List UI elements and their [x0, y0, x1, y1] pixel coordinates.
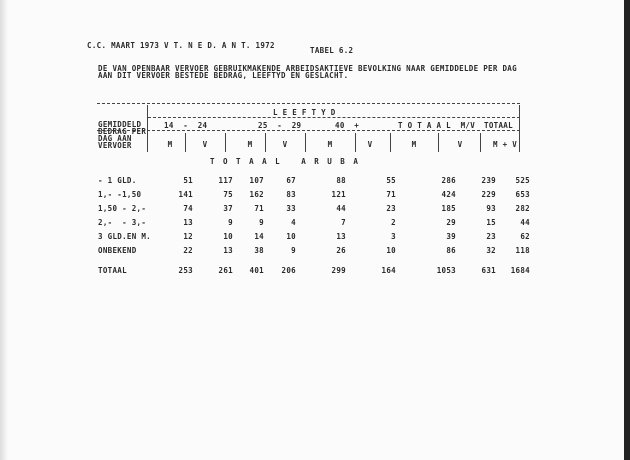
cell-value: 14: [254, 232, 264, 241]
description-line-2: AAN DIT VERVOER BESTEDE BEDRAG, LEEFTYD EN GESLACHT.: [98, 71, 349, 80]
cell-value: 7: [341, 218, 346, 227]
row-label: TOTAAL: [98, 266, 127, 275]
cell-value: 32: [486, 246, 496, 255]
cell-value: 631: [481, 266, 496, 275]
row-label: 2,- - 3,-: [98, 218, 147, 227]
cell-value: 206: [281, 266, 296, 275]
cell-value: 4: [291, 218, 296, 227]
cell-value: 13: [223, 246, 233, 255]
row-label: ONBEKEND: [98, 246, 137, 255]
cell-value: 10: [386, 246, 396, 255]
col-divider: [147, 105, 148, 152]
rule-top: [97, 103, 520, 104]
cell-value: 286: [441, 176, 456, 185]
cell-value: 9: [259, 218, 264, 227]
cell-value: 44: [336, 204, 346, 213]
sub-header: M: [167, 140, 173, 149]
sub-header: V: [202, 140, 208, 149]
cell-value: 33: [286, 204, 296, 213]
cell-value: 185: [441, 204, 456, 213]
cell-value: 12: [183, 232, 193, 241]
sub-header: M: [327, 140, 333, 149]
cell-value: 74: [183, 204, 193, 213]
sub-header: V: [282, 140, 288, 149]
cell-value: 299: [331, 266, 346, 275]
cell-value: 39: [446, 232, 456, 241]
cell-value: 261: [218, 266, 233, 275]
cell-value: 653: [515, 190, 530, 199]
rule-group: [148, 117, 520, 118]
cell-value: 117: [218, 176, 233, 185]
rule-sub: [97, 130, 520, 131]
row-label: 1,50 - 2,-: [98, 204, 147, 213]
sub-header: V: [457, 140, 463, 149]
cell-value: 83: [286, 190, 296, 199]
cell-value: 229: [481, 190, 496, 199]
row-header-1: GEMIDDELD: [98, 120, 142, 129]
total-mv-header: T O T A A L M/V: [398, 121, 476, 130]
cell-value: 44: [520, 218, 530, 227]
cell-value: 26: [336, 246, 346, 255]
sub-header: V: [367, 140, 373, 149]
col-divider: [265, 133, 266, 152]
cell-value: 239: [481, 176, 496, 185]
age-group-2: 25 - 29: [258, 121, 302, 130]
cell-value: 23: [486, 232, 496, 241]
cell-value: 282: [515, 204, 530, 213]
cell-value: 164: [381, 266, 396, 275]
cell-value: 51: [183, 176, 193, 185]
cell-value: 10: [223, 232, 233, 241]
col-divider: [305, 133, 306, 152]
row-header-3: DAG AAN: [98, 134, 132, 143]
sub-header: M: [411, 140, 417, 149]
section-title: T O T A A L A R U B A: [210, 157, 360, 166]
row-label: 3 GLD.EN M.: [98, 232, 151, 241]
cell-value: 62: [520, 232, 530, 241]
cell-value: 121: [331, 190, 346, 199]
cell-value: 162: [249, 190, 264, 199]
cell-value: 141: [178, 190, 193, 199]
row-label: 1,- -1,50: [98, 190, 142, 199]
cell-value: 9: [228, 218, 233, 227]
cell-value: 424: [441, 190, 456, 199]
cell-value: 38: [254, 246, 264, 255]
col-divider: [390, 133, 391, 152]
total-header: TOTAAL: [484, 121, 513, 130]
cell-value: 10: [286, 232, 296, 241]
cell-value: 23: [386, 204, 396, 213]
cell-value: 107: [249, 176, 264, 185]
cell-value: 71: [386, 190, 396, 199]
cell-value: 22: [183, 246, 193, 255]
table-id: TABEL 6.2: [310, 46, 354, 55]
cell-value: 525: [515, 176, 530, 185]
col-divider: [480, 133, 481, 152]
cell-value: 253: [178, 266, 193, 275]
row-label: - 1 GLD.: [98, 176, 137, 185]
col-divider: [225, 133, 226, 152]
cell-value: 3: [391, 232, 396, 241]
cell-value: 55: [386, 176, 396, 185]
col-divider: [355, 133, 356, 152]
cell-value: 93: [486, 204, 496, 213]
cell-value: 118: [515, 246, 530, 255]
cell-value: 13: [336, 232, 346, 241]
row-header-4: VERVOER: [98, 141, 132, 150]
row-header-2: BEDRAG PER: [98, 127, 147, 136]
cell-value: 15: [486, 218, 496, 227]
group-header: L E E F T Y D: [273, 108, 336, 117]
cell-value: 88: [336, 176, 346, 185]
cell-value: 1684: [510, 266, 530, 275]
description-line-1: DE VAN OPENBAAR VERVOER GEBRUIKMAKENDE ARBEIDSAKTIEVE BEVOLKING NAAR GEMIDDELDE PER DAG: [98, 64, 517, 73]
cell-value: 13: [183, 218, 193, 227]
cell-value: 9: [291, 246, 296, 255]
cell-value: 75: [223, 190, 233, 199]
cell-value: 29: [446, 218, 456, 227]
cell-value: 71: [254, 204, 264, 213]
source-line: C.C. MAART 1973 V T. N E D. A N T. 1972: [87, 41, 275, 50]
cell-value: 37: [223, 204, 233, 213]
cell-value: 401: [249, 266, 264, 275]
col-divider: [185, 133, 186, 152]
sub-header: M: [247, 140, 253, 149]
age-group-1: 14 - 24: [164, 121, 208, 130]
cell-value: 86: [446, 246, 456, 255]
cell-value: 1053: [436, 266, 456, 275]
age-group-3: 40 +: [335, 121, 360, 130]
col-divider: [438, 133, 439, 152]
cell-value: 67: [286, 176, 296, 185]
sub-header: M + V: [492, 140, 518, 149]
cell-value: 2: [391, 218, 396, 227]
